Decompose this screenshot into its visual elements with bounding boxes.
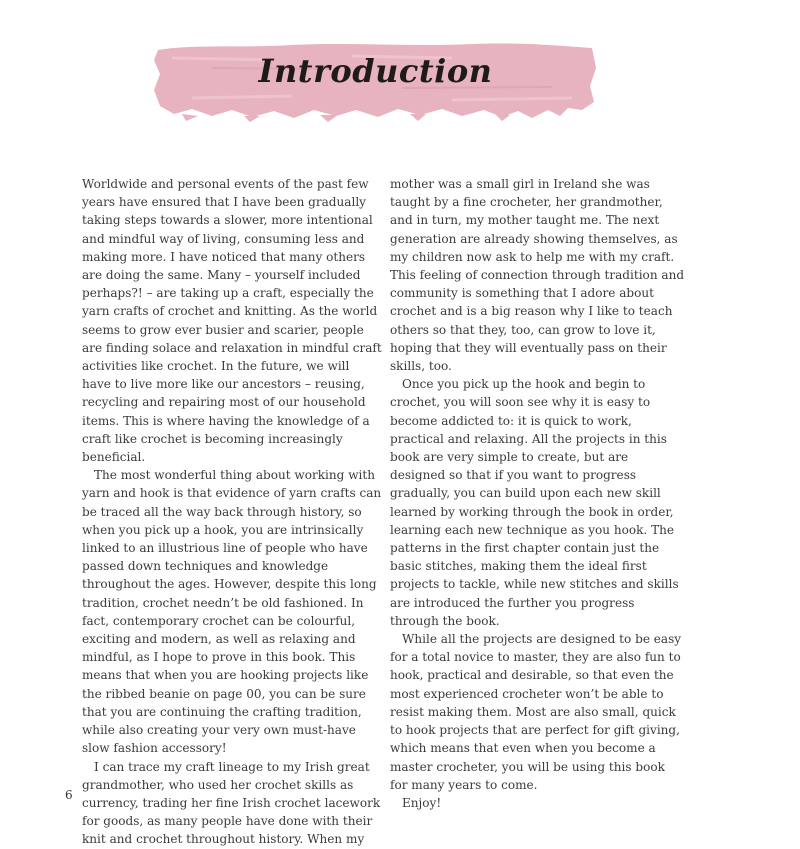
paragraph: mother was a small girl in Ireland she was taught by a fine crocheter, her grandmother, and in turn, my mother taught me. The next generation are already showing themselves, as my children now ask to help me with my craft. This feeling of connection through tradition and community is something that I adore about crochet and is a big reason why I like to teach others so that they, too, can grow to love it, hoping that they will eventually pass on their skills, too. xyxy=(390,177,685,374)
paragraph: I can trace my craft lineage to my Irish great grandmother, who used her crochet skills as currency, trading her fine Irish crochet lacework for goods, as many people have done with their knit and crochet throughout history. When my xyxy=(82,759,381,847)
right-column xyxy=(390,175,686,812)
title-banner xyxy=(152,38,599,122)
page-number: 6 xyxy=(65,788,73,802)
paragraph: The most wonderful thing about working with yarn and hook is that evidence of yarn crafts can be traced all the way back through history, so when you pick up a hook, you are intrinsically linked to an illustrious line of people who have passed down techniques and knowledge throughout the ages. However, despite this long tradition, crochet needn’t be old fashioned. In fact, contemporary crochet can be colourful, exciting and modern, as well as relaxing and mindful, as I hope to prove in this book. This means that when you are hooking projects like the ribbed beanie on page 00, you can be sure that you are continuing the crafting tradition, while also creating your very own must-have slow fashion accessory! xyxy=(82,468,382,756)
page-title: Introduction xyxy=(258,52,493,90)
paragraph: Enjoy! xyxy=(402,795,442,810)
paragraph: Worldwide and personal events of the past few years have ensured that I have been gradually taking steps towards a slower, more intentional and mindful way of living, consuming less and making more. I have noticed that many others are doing the same. Many – yourself included perhaps?! – are taking up a craft, especially the yarn crafts of crochet and knitting. As the world seems to grow ever busier and scarier, people are finding solace and relaxation in mindful craft activities like crochet. In the future, we will have to live more like our ancestors – reusing, recycling and repairing most of our household items. This is where having the knowledge of a craft like crochet is becoming increasingly beneficial. xyxy=(82,177,382,465)
paragraph: Once you pick up the hook and begin to crochet, you will soon see why it is easy to become addicted to: it is quick to work, practical and relaxing. All the projects in this book are very simple to create, but are designed so that if you want to progress gradually, you can build upon each new skill learned by working through the book in order, learning each new technique as you hook. The patterns in the first chapter contain just the basic stitches, making them the ideal first projects to tackle, while new stitches and skills are introduced the further you progress through the book. xyxy=(390,377,679,628)
paragraph: While all the projects are designed to be easy for a total novice to master, they are also fun to hook, practical and desirable, so that even the most experienced crocheter won’t be able to resist making them. Most are also small, quick to hook projects that are perfect for gift giving, which means that even when you become a master crocheter, you will be using this book for many years to come. xyxy=(390,632,682,792)
left-column xyxy=(82,175,382,849)
